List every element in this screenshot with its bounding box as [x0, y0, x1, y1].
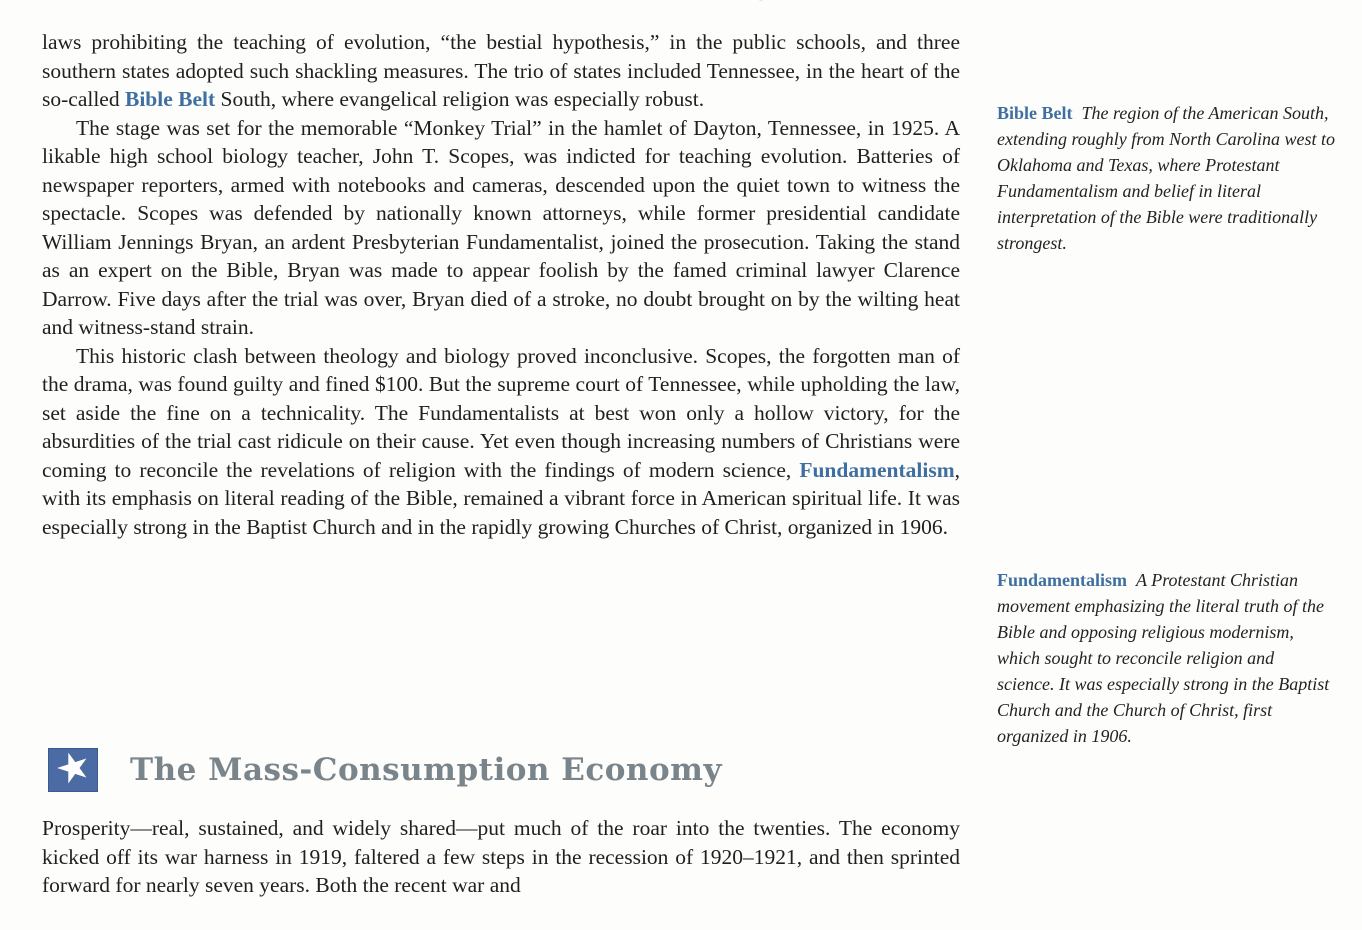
glossary-term-highlight: Fundamentalism [799, 457, 955, 482]
margin-note-term: Bible Belt [997, 103, 1073, 123]
section-heading-text: The Mass-Consumption Economy [130, 752, 722, 788]
margin-notes-sidebar [997, 0, 1335, 930]
paragraph-text: laws prohibiting the teaching of evolution, “the bestial hypothesis,” in the public schools, and three southern states adopted such shackling measures. The trio of states included Tennessee, in the heart of the so-called [42, 30, 960, 111]
margin-note-definition: The region of the American South, extending roughly from North Carolina west to Oklahoma and Texas, where Protestant Fundamentalism and belief in literal interpretation of the Bible were traditionally strongest. [997, 103, 1335, 253]
body-paragraph [42, 342, 960, 542]
body-paragraph [42, 28, 960, 114]
glossary-term-highlight: Bible Belt [124, 87, 216, 111]
paragraph-text: , with its emphasis on literal reading of the Bible, remained a vibrant force in American spiritual life. It was especially strong in the Baptist Church and in the rapidly growing Churches of Christ, organized in 1906. [42, 457, 960, 539]
section-heading [48, 740, 722, 796]
margin-note [997, 567, 1335, 749]
star-icon [48, 740, 98, 796]
paragraph-text: South, where evangelical religion was especially robust. [215, 87, 705, 111]
after-heading-text-column [42, 814, 960, 900]
paragraph-text: This historic clash between theology and biology proved inconclusive. Scopes, the forgotten man of the drama, was found guilty and fined $100. But the supreme court of Tennessee, while upholding the law, set aside the fine on a technicality. The Fundamentalists at best won only a hollow victory, for the absurdities of the trial cast ridicule on their cause. Yet even though increasing numbers of Christians were coming to reconcile the revelations of religion with the findings of modern science, [42, 343, 960, 482]
paragraph-text: Prosperity—real, sustained, and widely shared—put much of the roar into the twenties. The economy kicked off its war harness in 1919, faltered a few steps in the recession of 1920–1921, and then sprinted forward for nearly seven years. Both the recent war and [42, 816, 960, 897]
body-paragraph [42, 114, 960, 342]
margin-note-term: Fundamentalism [997, 570, 1128, 590]
body-paragraph [42, 814, 960, 900]
main-text-column [42, 28, 960, 541]
star-glyph: ★ [49, 740, 98, 796]
paragraph-text: The stage was set for the memorable “Monkey Trial” in the hamlet of Dayton, Tennessee, in 1925. A likable high school biology teacher, John T. Scopes, was indicted for teaching evolution. Batteries of newspaper reporters, armed with notebooks and cameras, descended upon the quiet town to witness the spectacle. Scopes was defended by nationally known attorneys, while former presidential candidate William Jennings Bryan, an ardent Presbyterian Fundamentalist, joined the prosecution. Taking the stand as an expert on the Bible, Bryan was made to appear foolish by the famed criminal lawyer Clarence Darrow. Five days after the trial was over, Bryan died of a stroke, no doubt brought on by the wilting heat and witness-stand strain. [42, 115, 960, 339]
margin-note-definition: A Protestant Christian movement emphasizing the literal truth of the Bible and opposing religious modernism, which sought to reconcile religion and science. It was especially strong in the Baptist Church and the Church of Christ, first organized in 1906. [997, 570, 1330, 746]
margin-note [997, 100, 1335, 256]
